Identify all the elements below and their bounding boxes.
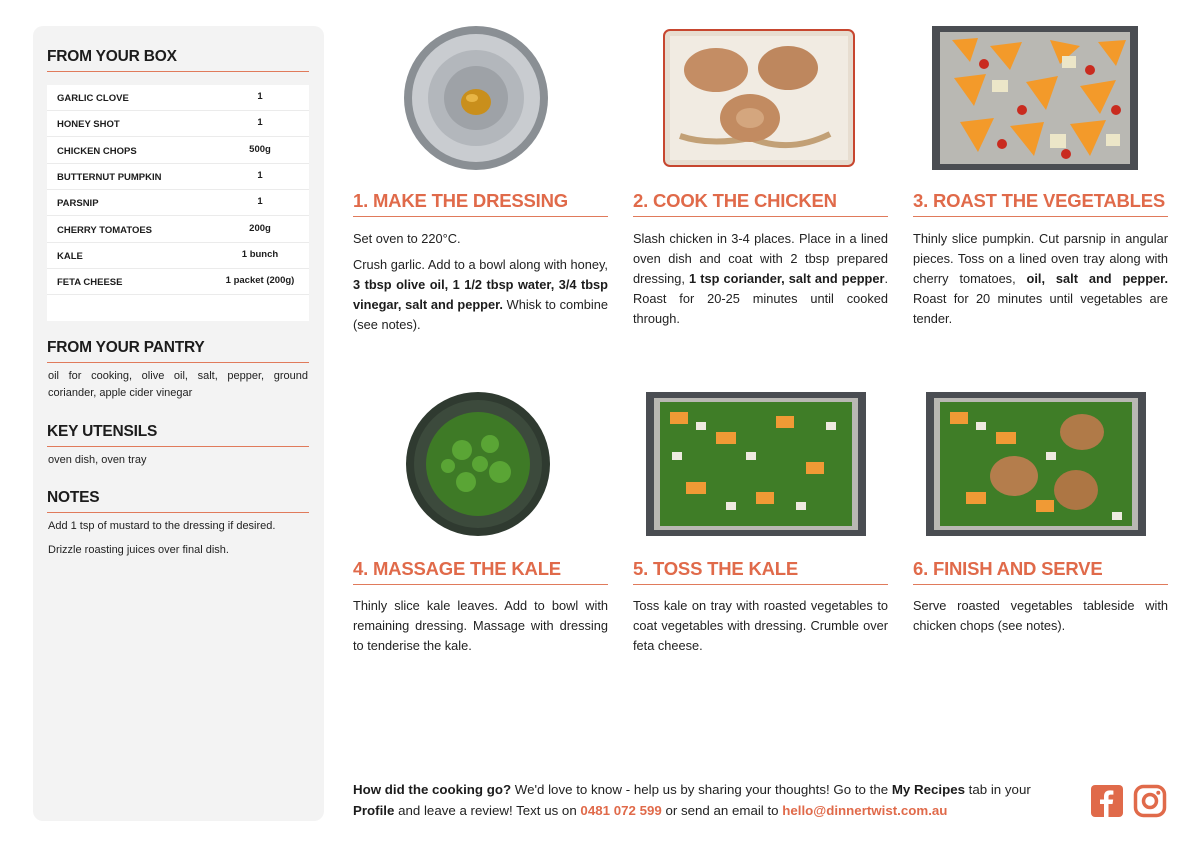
from-your-box-heading: FROM YOUR BOX [47,48,309,72]
step-2-title: 2. COOK THE CHICKEN [633,190,888,217]
key-utensils-heading: KEY UTENSILS [47,423,309,447]
notes-heading: NOTES [47,489,309,513]
pantry-text: oil for cooking, olive oil, salt, pepper, ground coriander, apple cider vinegar [48,370,308,399]
step-paragraph: Slash chicken in 3-4 places. Place in a lined oven dish and coat with 2 tbsp prepared dressing, 1 tsp coriander, salt and pepper. Roast for 20-25 minutes until cooked through. [633,231,888,326]
ingredient-name: CHICKEN CHOPS [57,145,137,157]
step-5-body [633,596,888,662]
finished-dish-image [926,392,1146,536]
ingredient-row [47,217,309,243]
ingredient-row [47,138,309,164]
feedback-footer: How did the cooking go? We'd love to know - help us by sharing your thoughts! Go to the My Recipes tab in your Profile and leave a review! Text us on 0481 072 599 or send an email to hello@dinnertwist.com.au [353,782,1031,818]
note-1: Add 1 tsp of mustard to the dressing if desired. [48,520,276,532]
step-4-body [353,596,608,662]
step-2-body [633,229,888,335]
ingredient-quantity: 500g [249,143,271,155]
ingredient-quantity: 1 [257,169,263,181]
ingredient-name: HONEY SHOT [57,119,120,131]
ingredient-quantity: 1 [257,91,263,102]
ingredient-row [47,164,309,190]
step-3-title: 3. ROAST THE VEGETABLES [913,190,1168,217]
instagram-icon[interactable] [1133,784,1167,818]
kale-bowl-image [370,392,590,536]
step-4-title: 4. MASSAGE THE KALE [353,558,608,585]
ingredient-name: CHERRY TOMATOES [57,224,153,236]
step-6-title: 6. FINISH AND SERVE [913,558,1168,585]
phone-link[interactable]: 0481 072 599 [580,803,662,818]
ingredient-name: FETA CHEESE [57,277,123,289]
ingredient-row [47,85,309,111]
step-3-body [913,229,1168,335]
dressing-bowl-image [370,26,590,170]
ingredient-quantity: 1 [257,117,263,129]
step-6-body [913,596,1168,642]
utensils-text: oven dish, oven tray [48,454,147,466]
facebook-icon[interactable] [1090,784,1124,818]
email-link[interactable]: hello@dinnertwist.com.au [782,803,948,818]
ingredient-row [47,269,309,295]
ingredient-name: KALE [57,250,83,262]
step-paragraph: Set oven to 220°C. [353,231,461,246]
ingredient-row [47,190,309,216]
step-1-title: 1. MAKE THE DRESSING [353,190,608,217]
step-5-title: 5. TOSS THE KALE [633,558,888,585]
from-your-pantry-heading: FROM YOUR PANTRY [47,339,309,363]
ingredient-quantity: 1 [257,196,263,208]
step-1-body [353,229,608,341]
ingredients-table [47,85,309,321]
step-paragraph: Thinly slice pumpkin. Cut parsnip in angular pieces. Toss on a lined oven tray along with cherry tomatoes, oil, salt and pepper. Roast for 20 minutes until vegetables are tender. [913,231,1168,326]
vegetables-tray-image [930,26,1150,170]
step-paragraph: Crush garlic. Add to a bowl along with honey, 3 tbsp olive oil, 1 1/2 tbsp water, 3/4 tbsp vinegar, salt and pepper. Whisk to combine (see notes). [353,257,608,332]
step-paragraph: Toss kale on tray with roasted vegetables to coat vegetables with dressing. Crumble over feta cheese. [633,598,888,653]
ingredient-row [47,243,309,269]
ingredient-name: GARLIC CLOVE [57,93,129,104]
ingredient-quantity: 1 packet (200g) [225,275,295,287]
kale-tray-image [646,392,866,536]
ingredient-name: PARSNIP [57,198,99,210]
ingredients-sidebar [33,26,324,821]
ingredient-row [47,111,309,137]
ingredient-quantity: 1 bunch [241,248,279,260]
ingredient-name: BUTTERNUT PUMPKIN [57,171,162,183]
step-paragraph: Thinly slice kale leaves. Add to bowl with remaining dressing. Massage with dressing to tenderise the kale. [353,598,608,653]
ingredient-quantity: 200g [249,222,271,234]
note-2: Drizzle roasting juices over final dish. [48,544,229,556]
chicken-oven-dish-image [650,26,870,170]
step-paragraph: Serve roasted vegetables tableside with chicken chops (see notes). [913,598,1168,633]
